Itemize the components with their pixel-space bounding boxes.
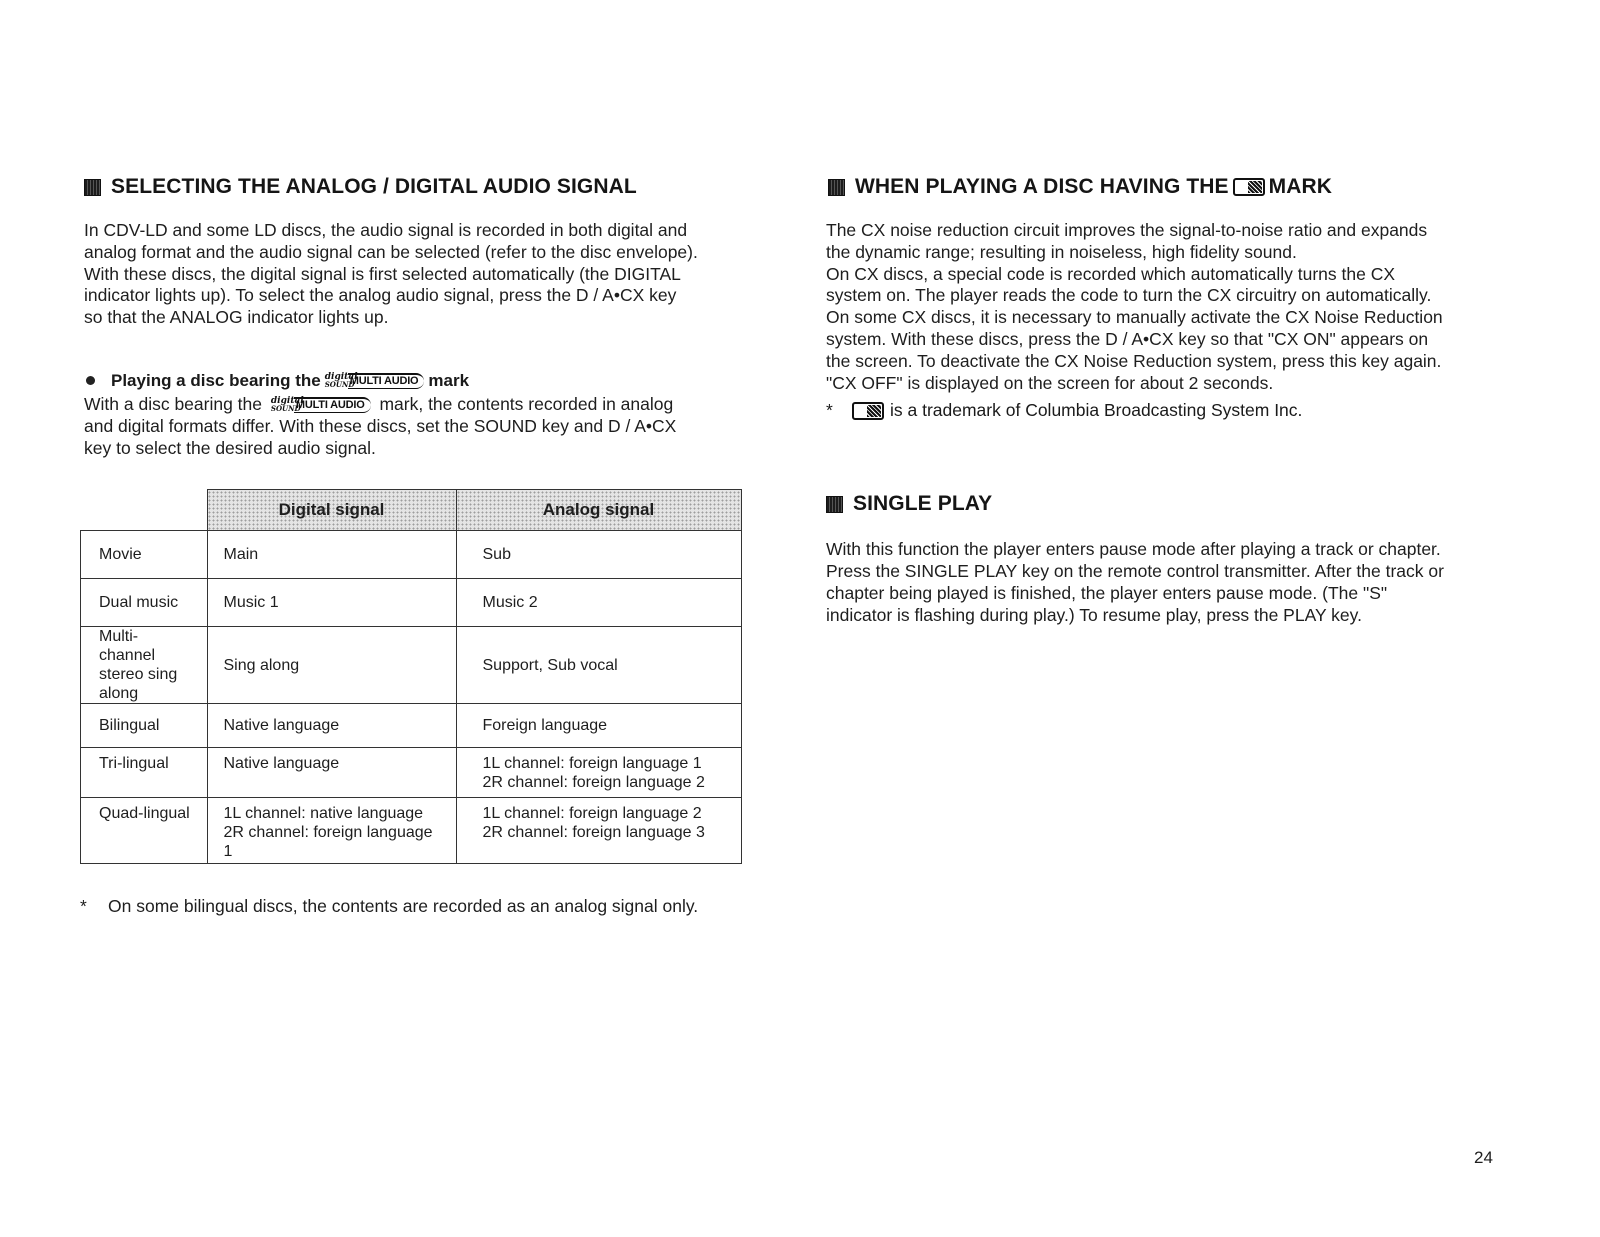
table-row bbox=[81, 627, 742, 704]
digital-cell: Native language bbox=[207, 704, 456, 748]
column-header-digital: Digital signal bbox=[207, 490, 456, 531]
cx-mark-icon bbox=[1233, 178, 1265, 196]
subheading-multi-audio bbox=[84, 370, 764, 392]
bullet-icon bbox=[86, 376, 95, 385]
heading-text: SELECTING THE ANALOG / DIGITAL AUDIO SIGNAL bbox=[111, 175, 637, 198]
table-row bbox=[81, 531, 742, 579]
intro-line: analog format and the audio signal can be selected (refer to the disc envelope). bbox=[84, 241, 698, 262]
cx-line: The CX noise reduction circuit improves the signal-to-noise ratio and expands bbox=[826, 220, 1428, 240]
digital-cell: Main bbox=[207, 531, 456, 579]
row-label: Multi-channel stereo sing along bbox=[81, 627, 208, 704]
row-label: Movie bbox=[81, 531, 208, 579]
digital-cell: Music 1 bbox=[207, 579, 456, 627]
multi-audio-line: key to select the desired audio signal. bbox=[84, 437, 376, 458]
table-row bbox=[81, 704, 742, 748]
multi-audio-line: and digital formats differ. With these discs, set the SOUND key and D / A•CX bbox=[84, 415, 677, 436]
digital-sound-multi-audio-logo: digital SOUND MULTI AUDIO bbox=[325, 371, 425, 391]
trademark-note: * is a trademark of Columbia Broadcasting System Inc. bbox=[826, 400, 1303, 421]
analog-cell: Support, Sub vocal bbox=[456, 627, 741, 704]
section-heading-single-play: SINGLE PLAY bbox=[826, 489, 1526, 519]
cx-paragraph bbox=[826, 220, 1526, 394]
analog-cell: 1L channel: foreign language 1 2R channel: foreign language 2 bbox=[456, 748, 741, 798]
intro-line: so that the ANALOG indicator lights up. bbox=[84, 307, 389, 328]
analog-cell: Foreign language bbox=[456, 704, 741, 748]
subheading-suffix: mark bbox=[428, 370, 470, 390]
analog-cell: Music 2 bbox=[456, 579, 741, 627]
left-column bbox=[84, 172, 764, 459]
cx-line: system on. The player reads the code to turn the CX circuitry on automatically. bbox=[826, 285, 1432, 306]
cx-mark-icon bbox=[852, 402, 884, 420]
cx-line: "CX OFF" is displayed on the screen for about 2 seconds. bbox=[826, 372, 1274, 393]
cx-line: system. With these discs, press the D / A•CX key so that "CX ON" appears on bbox=[826, 328, 1429, 349]
subheading-prefix: Playing a disc bearing the bbox=[111, 370, 321, 390]
section-heading-cx: WHEN PLAYING A DISC HAVING THE MARK bbox=[828, 172, 1508, 202]
footnote: * On some bilingual discs, the contents are recorded as an analog signal only. bbox=[80, 896, 699, 916]
intro-paragraph bbox=[84, 220, 764, 329]
intro-line: With these discs, the digital signal is first selected automatically (the DIGITAL bbox=[84, 263, 681, 284]
digital-cell: Sing along bbox=[207, 627, 456, 704]
square-bullet-icon bbox=[828, 179, 845, 196]
table-row bbox=[81, 579, 742, 627]
multi-audio-paragraph bbox=[84, 416, 764, 460]
section-heading-analog-digital bbox=[84, 172, 764, 202]
table-row bbox=[81, 748, 742, 798]
analog-cell: 1L channel: foreign language 2 2R channel: foreign language 3 bbox=[456, 798, 741, 864]
single-play-line: Press the SINGLE PLAY key on the remote control transmitter. After the track or bbox=[826, 561, 1444, 582]
single-play-paragraph bbox=[826, 539, 1526, 626]
cx-line: On CX discs, a special code is recorded which automatically turns the CX bbox=[826, 263, 1396, 284]
row-label: Tri-lingual bbox=[81, 748, 208, 798]
cx-line: On some CX discs, it is necessary to manually activate the CX Noise Reduction bbox=[826, 307, 1443, 328]
cx-line: the screen. To deactivate the CX Noise Reduction system, press this key again. bbox=[826, 350, 1442, 371]
intro-line: In CDV-LD and some LD discs, the audio signal is recorded in both digital and bbox=[84, 220, 688, 240]
multi-audio-paragraph-line: With a disc bearing the digital SOUND MULTI AUDIO mark, the contents recorded in analog bbox=[84, 393, 674, 414]
column-header-analog: Analog signal bbox=[456, 490, 741, 531]
page-number: 24 bbox=[1474, 1148, 1493, 1167]
cx-line: the dynamic range; resulting in noiseless, high fidelity sound. bbox=[826, 241, 1297, 262]
single-play-line: indicator is flashing during play.) To resume play, press the PLAY key. bbox=[826, 604, 1362, 625]
digital-sound-multi-audio-logo: digital SOUND MULTI AUDIO bbox=[271, 395, 371, 415]
digital-cell: Native language bbox=[207, 748, 456, 798]
single-play-line: With this function the player enters pause mode after playing a track or chapter. bbox=[826, 539, 1441, 560]
single-play-line: chapter being played is finished, the player enters pause mode. (The "S" bbox=[826, 582, 1388, 603]
row-label: Quad-lingual bbox=[81, 798, 208, 864]
row-label: Bilingual bbox=[81, 704, 208, 748]
digital-cell: 1L channel: native language 2R channel: foreign language 1 bbox=[207, 798, 456, 864]
intro-line: indicator lights up). To select the analog audio signal, press the D / A•CX key bbox=[84, 285, 677, 306]
row-label: Dual music bbox=[81, 579, 208, 627]
signal-table bbox=[80, 489, 742, 864]
square-bullet-icon bbox=[84, 179, 101, 196]
table-row bbox=[81, 798, 742, 864]
right-column bbox=[826, 172, 1526, 627]
analog-cell: Sub bbox=[456, 531, 741, 579]
square-bullet-icon bbox=[826, 496, 843, 513]
